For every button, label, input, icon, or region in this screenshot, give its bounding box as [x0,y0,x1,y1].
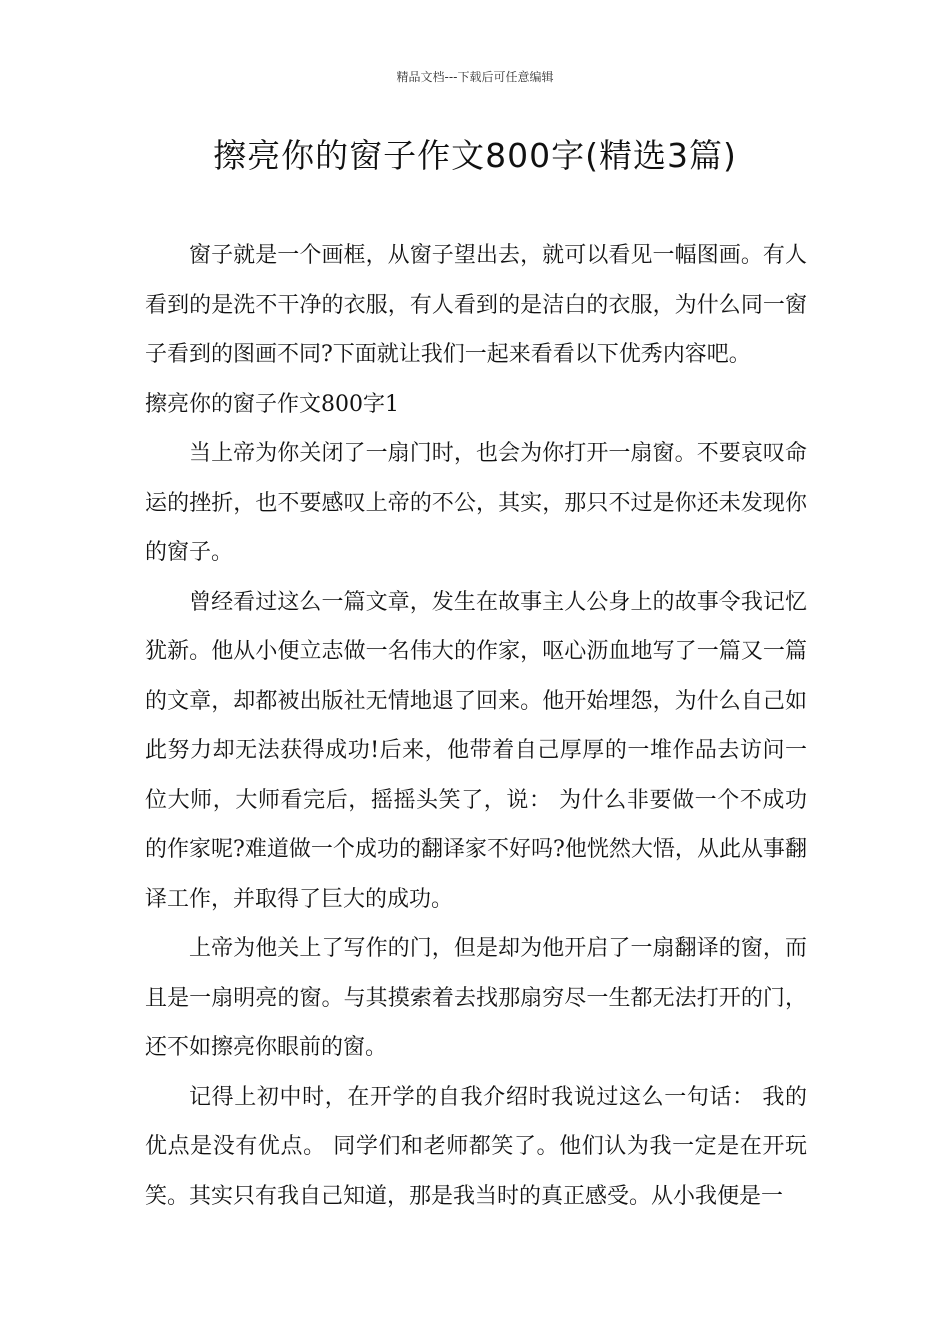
document-body [145,231,807,1221]
body-paragraph: 记得上初中时，在开学的自我介绍时我说过这么一句话： 我的优点是没有优点。 同学们和老师都笑了。他们认为我一定是在开玩笑。其实只有我自己知道，那是我当时的真正感受。从小我便是一 [145,1084,807,1209]
intro-paragraph: 窗子就是一个画框，从窗子望出去，就可以看见一幅图画。有人看到的是洗不干净的衣服，有人看到的是洁白的衣服，为什么同一窗子看到的图画不同?下面就让我们一起来看看以下优秀内容吧。 [145,243,807,367]
header-note: 精品文档---下载后可任意编辑 [396,70,554,84]
document-title: 擦亮你的窗子作文800字(精选3篇) [213,136,737,175]
body-paragraph: 曾经看过这么一篇文章，发生在故事主人公身上的故事令我记忆犹新。他从小便立志做一名伟大的作家，呕心沥血地写了一篇又一篇的文章，却都被出版社无情地退了回来。他开始埋怨，为什么自己如此努力却无法获得成功!后来，他带着自己厚厚的一堆作品去访问一位大师，大师看完后，摇摇头笑了，说： 为什么非要做一个不成功的作家呢?难道做一个成功的翻译家不好吗?他恍然大悟，从此从事翻译工作，并取得了巨大的成功。 [145,589,807,912]
essay-subheading: 擦亮你的窗子作文800字1 [145,391,399,417]
body-paragraph: 上帝为他关上了写作的门，但是却为他开启了一扇翻译的窗，而且是一扇明亮的窗。与其摸索着去找那扇穷尽一生都无法打开的门，还不如擦亮你眼前的窗。 [145,936,807,1060]
body-paragraph: 当上帝为你关闭了一扇门时，也会为你打开一扇窗。不要哀叹命运的挫折，也不要感叹上帝的不公，其实，那只不过是你还未发现你的窗子。 [145,441,807,565]
